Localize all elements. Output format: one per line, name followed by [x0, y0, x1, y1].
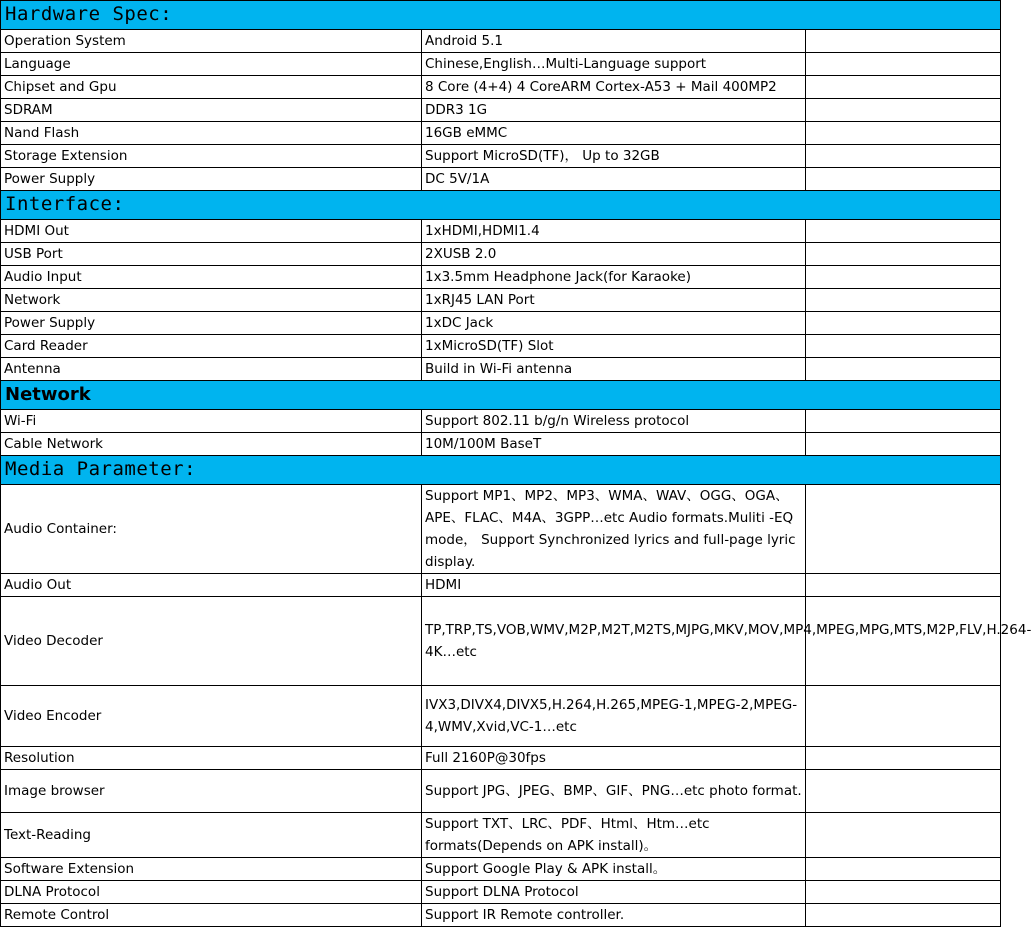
section-header-network: [1, 381, 1001, 410]
table-row: [1, 904, 1001, 927]
spec-value: 1xRJ45 LAN Port: [422, 289, 806, 312]
spec-label: Chipset and Gpu: [1, 76, 422, 99]
spec-label: Text-Reading: [1, 813, 422, 858]
table-row: [1, 881, 1001, 904]
spec-value: 16GB eMMC: [422, 122, 806, 145]
table-row: [1, 312, 1001, 335]
empty-cell: [806, 485, 1001, 574]
empty-cell: [806, 53, 1001, 76]
table-row: [1, 289, 1001, 312]
empty-cell: [806, 99, 1001, 122]
table-row: [1, 145, 1001, 168]
spec-value: Full 2160P@30fps: [422, 747, 806, 770]
empty-cell: [806, 574, 1001, 597]
empty-cell: [806, 243, 1001, 266]
spec-value: Chinese,English…Multi-Language support: [422, 53, 806, 76]
spec-value: Support MicroSD(TF)， Up to 32GB: [422, 145, 806, 168]
spec-label: HDMI Out: [1, 220, 422, 243]
table-row: [1, 770, 1001, 813]
table-row: [1, 76, 1001, 99]
spec-label: Power Supply: [1, 312, 422, 335]
table-row: [1, 243, 1001, 266]
spec-value: IVX3,DIVX4,DIVX5,H.264,H.265,MPEG-1,MPEG-2,MPEG-4,WMV,Xvid,VC-1…etc: [422, 686, 806, 747]
spec-label: Cable Network: [1, 433, 422, 456]
spec-value: Android 5.1: [422, 30, 806, 53]
table-row: [1, 686, 1001, 747]
spec-value: 1xDC Jack: [422, 312, 806, 335]
empty-cell: [806, 220, 1001, 243]
section-title-media: Media Parameter:: [5, 458, 197, 480]
spec-value: 2XUSB 2.0: [422, 243, 806, 266]
spec-label: Audio Container:: [1, 485, 422, 574]
section-header-media: [1, 456, 1001, 485]
spec-label: Remote Control: [1, 904, 422, 927]
table-row: [1, 168, 1001, 191]
spec-label: Power Supply: [1, 168, 422, 191]
section-header-cell: [1, 1, 1001, 30]
spec-label: Software Extension: [1, 858, 422, 881]
section-title-hardware: Hardware Spec:: [5, 3, 173, 25]
table-row: [1, 220, 1001, 243]
spec-value: 1xHDMI,HDMI1.4: [422, 220, 806, 243]
table-row: [1, 597, 1001, 686]
spec-value: Support IR Remote controller.: [422, 904, 806, 927]
empty-cell: [806, 686, 1001, 747]
spec-value: DC 5V/1A: [422, 168, 806, 191]
spec-value: Support TXT、LRC、PDF、Html、Htm…etc formats(Depends on APK install)。: [422, 813, 806, 858]
empty-cell: [806, 881, 1001, 904]
empty-cell: [806, 30, 1001, 53]
table-row: [1, 574, 1001, 597]
spec-value: Support Google Play & APK install。: [422, 858, 806, 881]
empty-cell: [806, 597, 1001, 686]
section-header-cell: [1, 381, 1001, 410]
spec-value: HDMI: [422, 574, 806, 597]
table-row: [1, 858, 1001, 881]
table-row: [1, 266, 1001, 289]
spec-value: Support MP1、MP2、MP3、WMA、WAV、OGG、OGA、APE、FLAC、M4A、3GPP…etc Audio formats.Muliti -EQ mode， Support Synchronized lyrics and full-page lyric display.: [422, 485, 806, 574]
empty-cell: [806, 266, 1001, 289]
spec-label: Resolution: [1, 747, 422, 770]
empty-cell: [806, 168, 1001, 191]
table-row: [1, 485, 1001, 574]
empty-cell: [806, 76, 1001, 99]
spec-label: Audio Input: [1, 266, 422, 289]
empty-cell: [806, 747, 1001, 770]
spec-value: 10M/100M BaseT: [422, 433, 806, 456]
spec-label: Video Decoder: [1, 597, 422, 686]
spec-label: Language: [1, 53, 422, 76]
spec-value: Support 802.11 b/g/n Wireless protocol: [422, 410, 806, 433]
empty-cell: [806, 813, 1001, 858]
spec-label: Operation System: [1, 30, 422, 53]
table-row: [1, 30, 1001, 53]
table-row: [1, 358, 1001, 381]
table-row: [1, 53, 1001, 76]
section-header-interface: [1, 191, 1001, 220]
spec-value: Support JPG、JPEG、BMP、GIF、PNG…etc photo format.: [422, 770, 806, 813]
table-row: [1, 410, 1001, 433]
spec-label: Card Reader: [1, 335, 422, 358]
table-row: [1, 335, 1001, 358]
empty-cell: [806, 410, 1001, 433]
empty-cell: [806, 145, 1001, 168]
section-header-cell: [1, 456, 1001, 485]
spec-value: DDR3 1G: [422, 99, 806, 122]
spec-label: Wi-Fi: [1, 410, 422, 433]
empty-cell: [806, 904, 1001, 927]
section-title-network: Network: [5, 383, 91, 405]
spec-label: Antenna: [1, 358, 422, 381]
empty-cell: [806, 289, 1001, 312]
empty-cell: [806, 335, 1001, 358]
table-row: [1, 747, 1001, 770]
spec-label: DLNA Protocol: [1, 881, 422, 904]
spec-label: Network: [1, 289, 422, 312]
empty-cell: [806, 433, 1001, 456]
empty-cell: [806, 858, 1001, 881]
spec-label: Video Encoder: [1, 686, 422, 747]
spec-value: Support DLNA Protocol: [422, 881, 806, 904]
spec-value: Build in Wi-Fi antenna: [422, 358, 806, 381]
section-header-cell: [1, 191, 1001, 220]
spec-label: SDRAM: [1, 99, 422, 122]
spec-label: Image browser: [1, 770, 422, 813]
empty-cell: [806, 770, 1001, 813]
spec-value: TP,TRP,TS,VOB,WMV,M2P,M2T,M2TS,MJPG,MKV,MOV,MP4,MPEG,MPG,MTS,M2P,FLV,H.264-4K…etc: [422, 597, 806, 686]
table-row: [1, 813, 1001, 858]
table-row: [1, 433, 1001, 456]
spec-label: USB Port: [1, 243, 422, 266]
empty-cell: [806, 122, 1001, 145]
spec-value: 1xMicroSD(TF) Slot: [422, 335, 806, 358]
table-row: [1, 99, 1001, 122]
empty-cell: [806, 312, 1001, 335]
spec-value: 1x3.5mm Headphone Jack(for Karaoke): [422, 266, 806, 289]
spec-label: Audio Out: [1, 574, 422, 597]
section-title-interface: Interface:: [5, 193, 125, 215]
spec-label: Storage Extension: [1, 145, 422, 168]
table-row: [1, 122, 1001, 145]
section-header-hardware: [1, 1, 1001, 30]
empty-cell: [806, 358, 1001, 381]
spec-label: Nand Flash: [1, 122, 422, 145]
spec-value: 8 Core (4+4) 4 CoreARM Cortex-A53 + Mail 400MP2: [422, 76, 806, 99]
